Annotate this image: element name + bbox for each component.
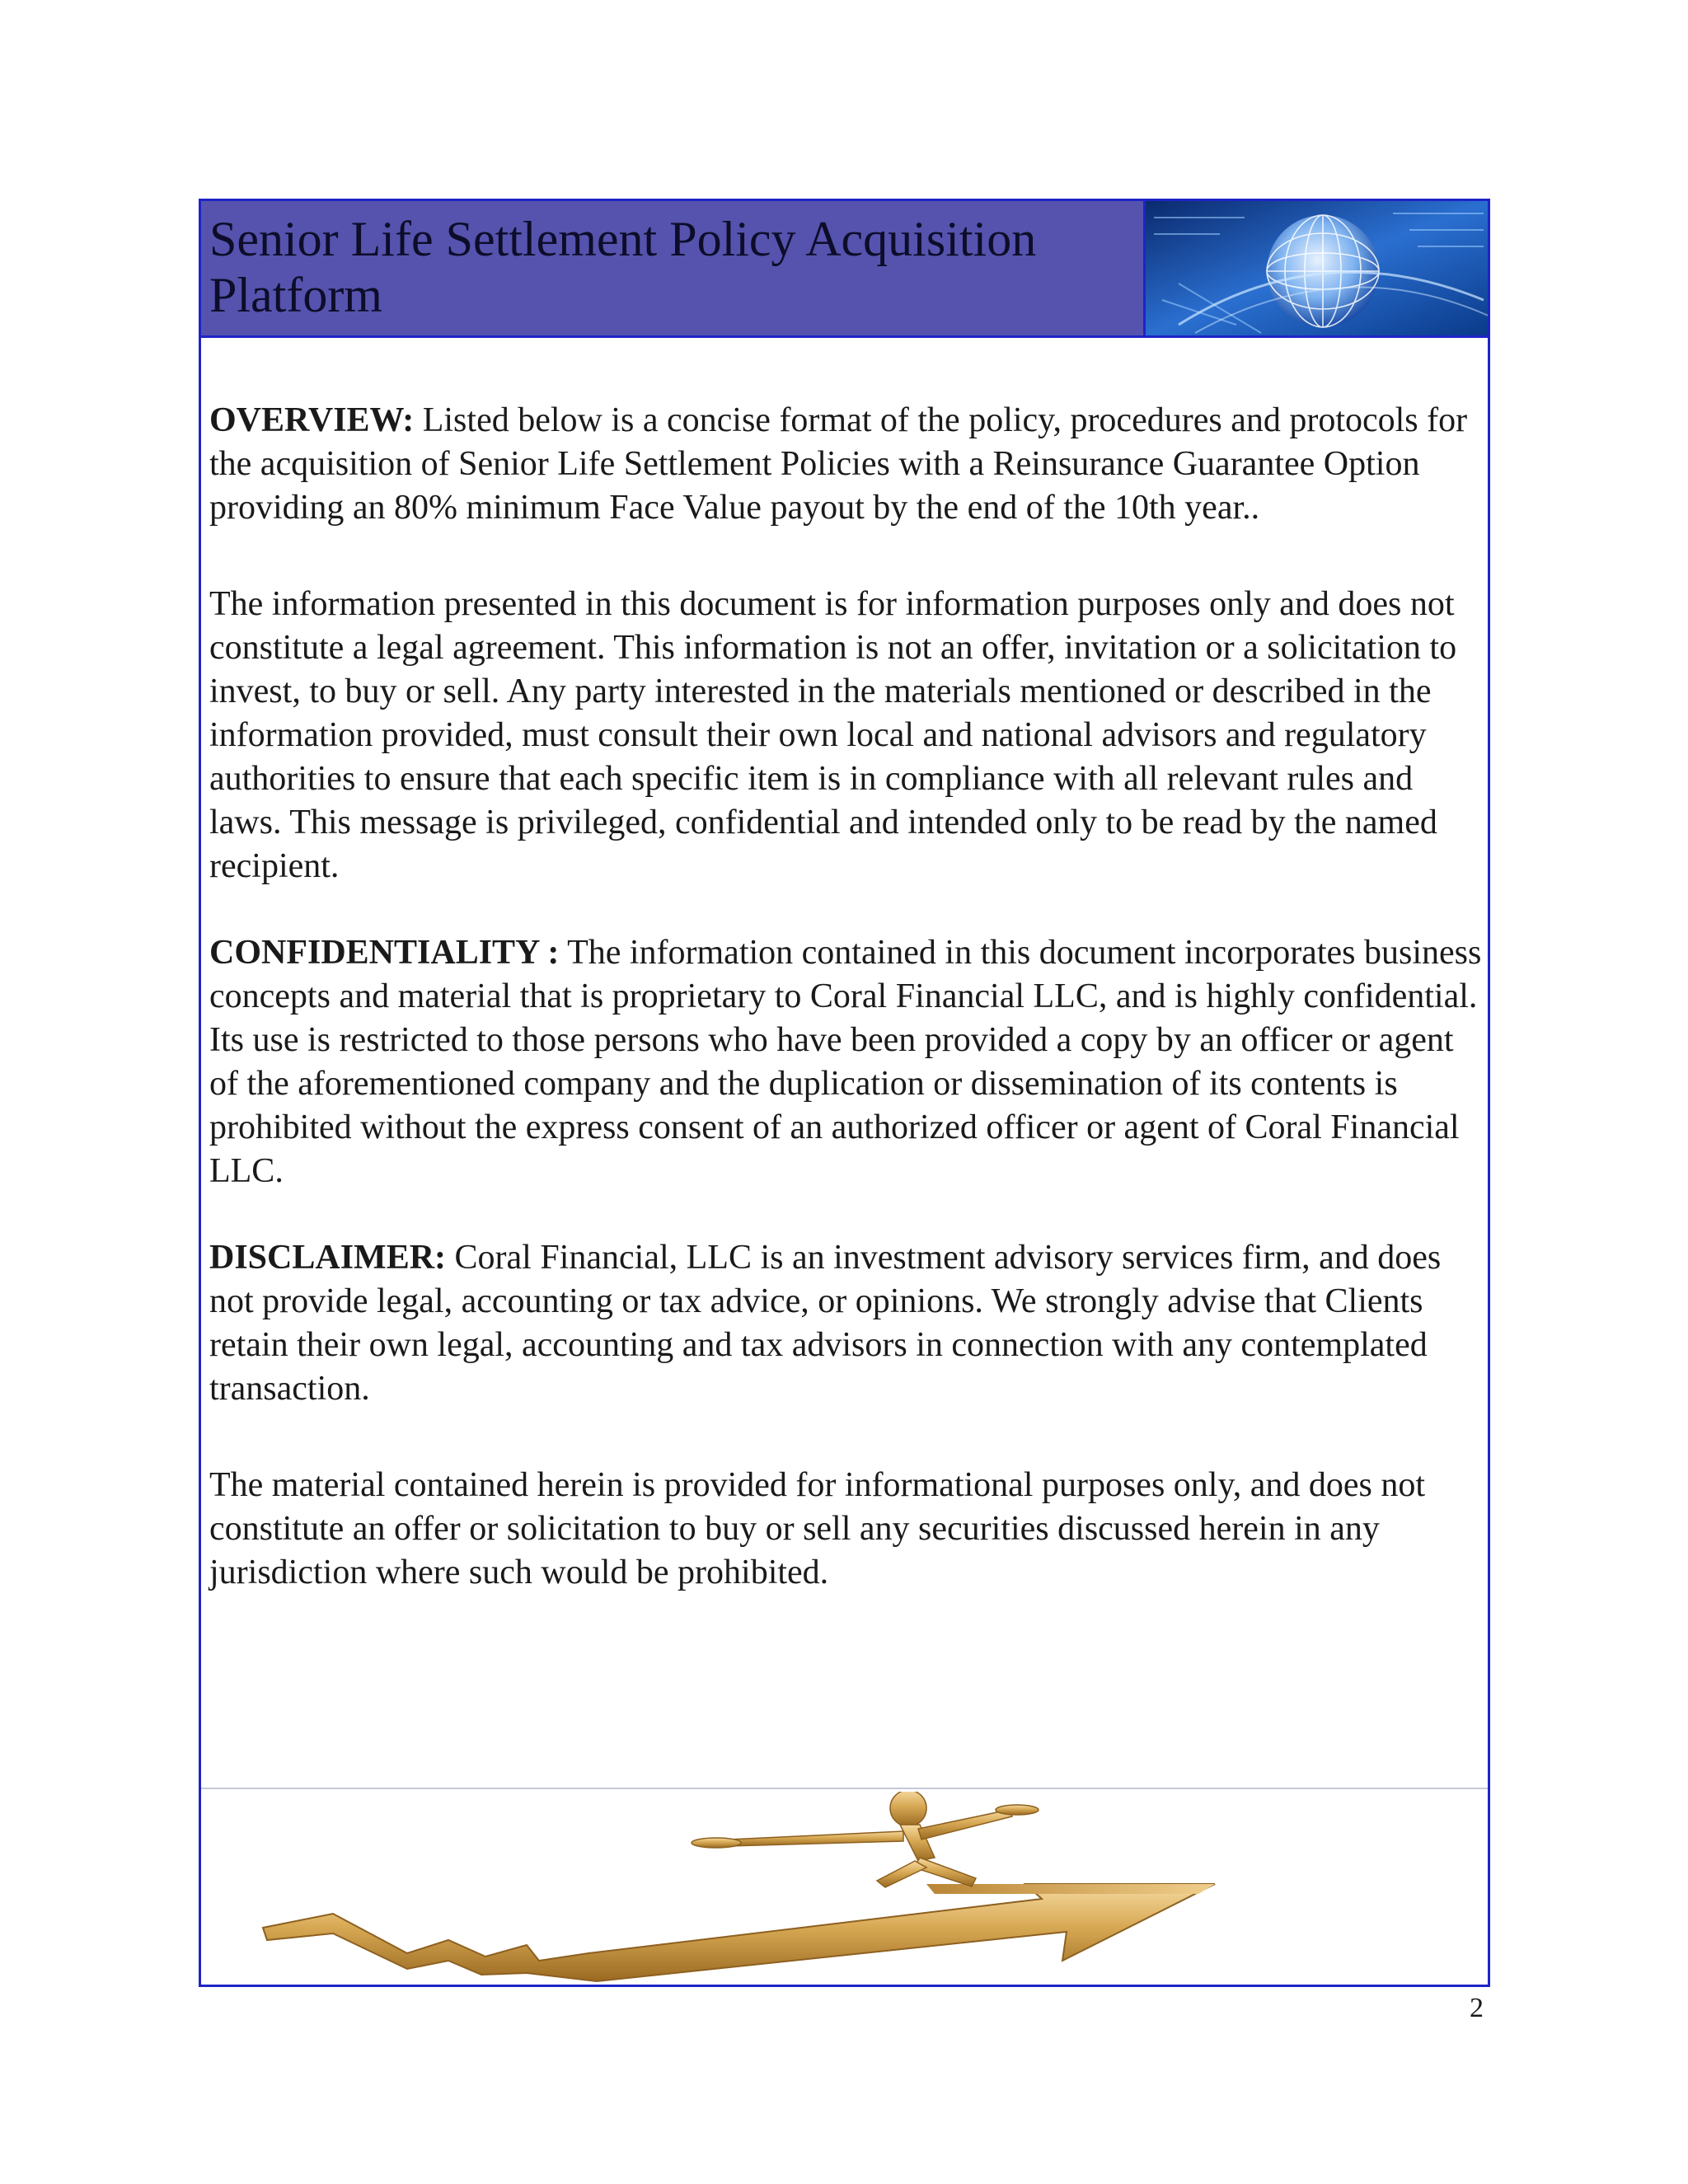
document-body <box>209 399 1483 1638</box>
gold-figure-rising-arrow-image <box>201 1792 1488 1985</box>
disclaimer-heading: DISCLAIMER: <box>209 1239 447 1277</box>
footer-divider <box>201 1788 1488 1789</box>
information-paragraph <box>209 583 1483 888</box>
confidentiality-text: The information contained in this document incorporates business concepts and material that is proprietary to Coral Financial LLC, and is highly confidential. Its use is restricted to those persons who have been provided a copy by an officer or agent of the aforementioned company and the duplication or dissemination of its contents is prohibited without the express consent of an authorized officer or agent of Coral Financial LLC. <box>209 934 1482 1190</box>
material-paragraph <box>209 1464 1483 1595</box>
information-text: The information presented in this document is for information purposes only and does not constitute a legal agreement. This information is not an offer, invitation or a solicitation to invest, to buy or sell. Any party interested in the materials mentioned or described in the information provided, must consult their own local and national advisors and regulatory authorities to ensure that each specific item is in compliance with all relevant rules and laws. This message is privileged, confidential and intended only to be read by the named recipient. <box>209 585 1457 885</box>
confidentiality-paragraph <box>209 931 1483 1193</box>
rising-arrow-icon <box>201 1792 1488 1985</box>
overview-text: Listed below is a concise format of the policy, procedures and protocols for the acquisition of Senior Life Settlement Policies with a Reinsurance Guarantee Option providing an 80% minimum Face Value payout by the end of the 10th year.. <box>209 401 1468 527</box>
page-frame <box>199 199 1490 1987</box>
confidentiality-heading: CONFIDENTIALITY : <box>209 934 560 972</box>
header-band <box>201 201 1488 338</box>
overview-paragraph <box>209 399 1483 530</box>
disclaimer-paragraph <box>209 1236 1483 1411</box>
material-text: The material contained herein is provided for informational purposes only, and does not constitute an offer or solicitation to buy or sell any securities discussed herein in any jurisdiction where such would be prohibited. <box>209 1466 1426 1591</box>
page-title: Senior Life Settlement Policy Acquisition Platform <box>209 212 1037 322</box>
disclaimer-text: Coral Financial, LLC is an investment advisory services firm, and does not provide legal, accounting or tax advice, or opinions. We strongly advise that Clients retain their own legal, accounting and tax advisors in connection with any contemplated transaction. <box>209 1239 1442 1408</box>
overview-heading: OVERVIEW: <box>209 401 415 439</box>
globe-grid-image <box>1143 201 1488 335</box>
page-number: 2 <box>1470 1993 1484 2023</box>
globe-icon <box>1146 201 1488 335</box>
